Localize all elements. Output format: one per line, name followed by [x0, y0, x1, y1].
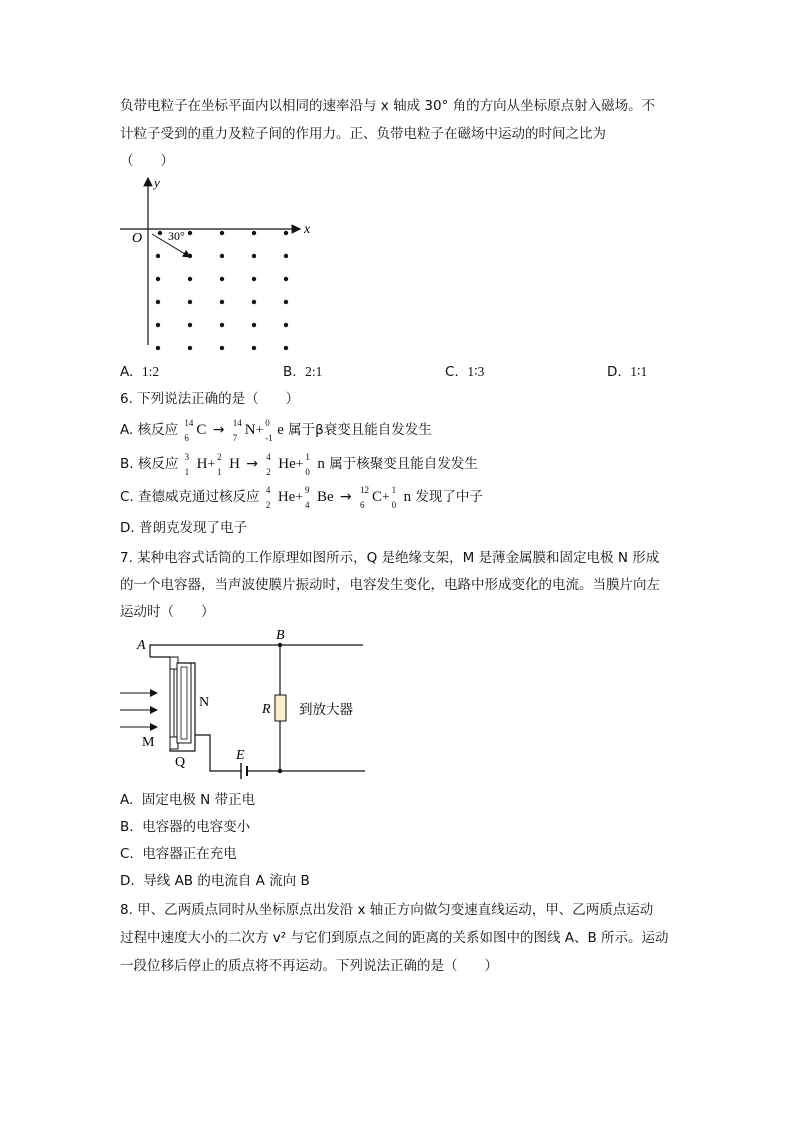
wire-ab [150, 645, 363, 657]
q7-option-a[interactable] [120, 790, 255, 810]
field-dot [252, 346, 256, 350]
field-dot [188, 231, 192, 235]
q7-option-d-letter: D. [120, 873, 135, 889]
label-e: E [236, 748, 245, 763]
nuclide-he4: 4 2 He [266, 452, 296, 477]
membrane-m [170, 669, 174, 737]
q7-option-a-letter: A. [120, 792, 134, 808]
q6-option-a-letter: A. [120, 422, 134, 438]
field-dot [284, 323, 288, 327]
q5-option-d-text: 1∶1 [630, 364, 648, 379]
label-n: N [199, 695, 210, 710]
q7-stem-line-2: 的一个电容器，当声波使膜片振动时，电容发生变化，电路中形成变化的电流。当膜片向左 [120, 577, 660, 593]
field-dot [156, 277, 160, 281]
q6-option-b-prefix: 核反应 [137, 456, 179, 472]
reaction-arrow: → [246, 456, 258, 472]
field-dot [188, 300, 192, 304]
q6-option-a[interactable]: A. 核反应 14 6 C → 14 7 N+ 0 -1 e 属于β衰变且能自发发生 [120, 418, 432, 443]
field-dot [220, 277, 224, 281]
field-dot [284, 277, 288, 281]
q5-option-d[interactable] [607, 362, 647, 382]
q6-option-a-prefix: 核反应 [137, 422, 179, 438]
nuclide-be9: 9 4 Be [304, 485, 334, 510]
q5-option-a[interactable] [120, 362, 159, 382]
label-r: R [262, 702, 271, 717]
q5-option-d-letter: D. [607, 364, 622, 380]
q7-option-c-text: 电容器正在充电 [142, 846, 237, 862]
field-dot [284, 300, 288, 304]
field-dot [220, 323, 224, 327]
node-bottom [278, 769, 282, 773]
field-dot [252, 323, 256, 327]
q7-option-b-text: 电容器的电容变小 [142, 819, 251, 835]
nuclide-h3: 3 1 H [184, 452, 208, 477]
origin-label: O [132, 231, 143, 246]
field-dot [284, 254, 288, 258]
wire-n-battery [195, 735, 241, 771]
q6-option-b-suffix: 属于核聚变且能自发发生 [329, 456, 478, 472]
reaction-arrow: → [212, 422, 225, 438]
q6-option-b[interactable]: B. 核反应 3 1 H+ 2 1 H → 4 2 He+ 1 0 n 属于核聚变且能自发发生 [120, 452, 478, 477]
field-dot [284, 346, 288, 350]
field-dot [252, 300, 256, 304]
q5-option-b-text: 2:1 [305, 364, 323, 379]
field-dot [188, 254, 192, 258]
q5-stem-line-1: 负带电粒子在坐标平面内以相同的速率沿与 x 轴成 30° 角的方向从坐标原点射入磁场。不 [120, 98, 656, 114]
q7-option-b-letter: B. [120, 819, 134, 835]
field-dot [156, 323, 160, 327]
q6-option-d[interactable] [120, 518, 247, 538]
q7-option-b[interactable] [120, 817, 250, 837]
q6-option-d-letter: D. [120, 520, 135, 536]
reaction-arrow: → [339, 489, 352, 505]
q7-option-c[interactable] [120, 844, 237, 864]
node-b [278, 643, 282, 647]
q7-stem-line-1: 7. 某种电容式话筒的工作原理如图所示，Q 是绝缘支架，M 是薄金属膜和固定电极 N 形成 [120, 550, 660, 566]
field-dot [252, 277, 256, 281]
q5-stem-line-2: 计粒子受到的重力及粒子间的作用力。正、负带电粒子在磁场中运动的时间之比为 [120, 126, 606, 142]
field-dot [158, 231, 162, 235]
label-q: Q [175, 755, 186, 770]
nuclide-c12: 12 6 C [359, 485, 382, 510]
field-dot [220, 300, 224, 304]
q7-microphone-circuit-figure [115, 625, 385, 785]
field-dot [156, 254, 160, 258]
q5-magnetic-field-figure [120, 170, 320, 360]
q6-option-a-suffix: 属于β衰变且能自发发生 [288, 422, 432, 438]
q5-option-c[interactable] [445, 362, 484, 382]
y-axis-label: y [154, 175, 160, 190]
field-dot [156, 300, 160, 304]
field-dot [156, 346, 160, 350]
field-dot [252, 254, 256, 258]
q5-option-b-letter: B. [283, 364, 297, 380]
nuclide-neutron: 1 0 n [391, 485, 412, 510]
q5-option-a-letter: A. [120, 364, 134, 380]
nuclide-c14: 14 6 C [184, 418, 207, 443]
label-to-amplifier: 到放大器 [299, 702, 353, 718]
field-dot [188, 323, 192, 327]
q6-option-b-letter: B. [120, 456, 134, 472]
q6-option-d-text: 普朗克发现了电子 [138, 520, 247, 536]
nuclide-h2: 2 1 H [217, 452, 240, 477]
q6-stem: 6. 下列说法正确的是（ ） [120, 391, 300, 407]
field-dot [284, 231, 288, 235]
label-a: A [137, 638, 146, 653]
nuclide-neutron: 1 0 n [305, 452, 325, 477]
label-b: B [276, 628, 285, 643]
field-dot [220, 346, 224, 350]
q8-stem-line-2: 过程中速度大小的二次方 v² 与它们到原点之间的距离的关系如图中的图线 A、B 所示。运动 [120, 930, 669, 946]
x-axis-label: x [304, 222, 311, 237]
q5-option-c-text: 1∶3 [467, 364, 485, 379]
q5-answer-blank: （ ） [120, 153, 174, 169]
angle-label: 30° [168, 229, 185, 243]
q6-option-c-prefix: 查德威克通过核反应 [138, 489, 260, 505]
resistor-r [275, 695, 286, 721]
q7-option-a-text: 固定电极 N 带正电 [141, 792, 256, 808]
q7-option-d[interactable] [120, 871, 310, 891]
field-dot [188, 346, 192, 350]
q7-stem-line-3: 运动时（ ） [120, 604, 215, 620]
q6-option-c-suffix: 发现了中子 [415, 489, 483, 505]
q5-option-b[interactable] [283, 362, 322, 382]
q7-option-d-text: 导线 AB 的电流自 A 流向 B [143, 873, 310, 889]
field-dot [188, 277, 192, 281]
q6-option-c[interactable]: C. 查德威克通过核反应 4 2 He+ 9 4 Be → 12 6 C+ 1 0 n 发现了中子 [120, 485, 483, 510]
q8-stem-line-1: 8. 甲、乙两质点同时从坐标原点出发沿 x 轴正方向做匀变速直线运动，甲、乙两质点运动 [120, 902, 654, 918]
nuclide-he4: 4 2 He [265, 485, 296, 510]
q5-option-a-text: 1:2 [141, 364, 160, 379]
field-dot [220, 254, 224, 258]
nuclide-n14: 14 7 N [232, 418, 256, 443]
q5-option-c-letter: C. [445, 364, 459, 380]
field-dot [252, 231, 256, 235]
q8-stem-line-3: 一段位移后停止的质点将不再运动。下列说法正确的是（ ） [120, 958, 498, 974]
nuclide-electron: 0 -1 e [265, 418, 284, 443]
q6-option-c-letter: C. [120, 489, 134, 505]
label-m: M [142, 735, 155, 750]
q7-option-c-letter: C. [120, 846, 134, 862]
field-dot [220, 231, 224, 235]
